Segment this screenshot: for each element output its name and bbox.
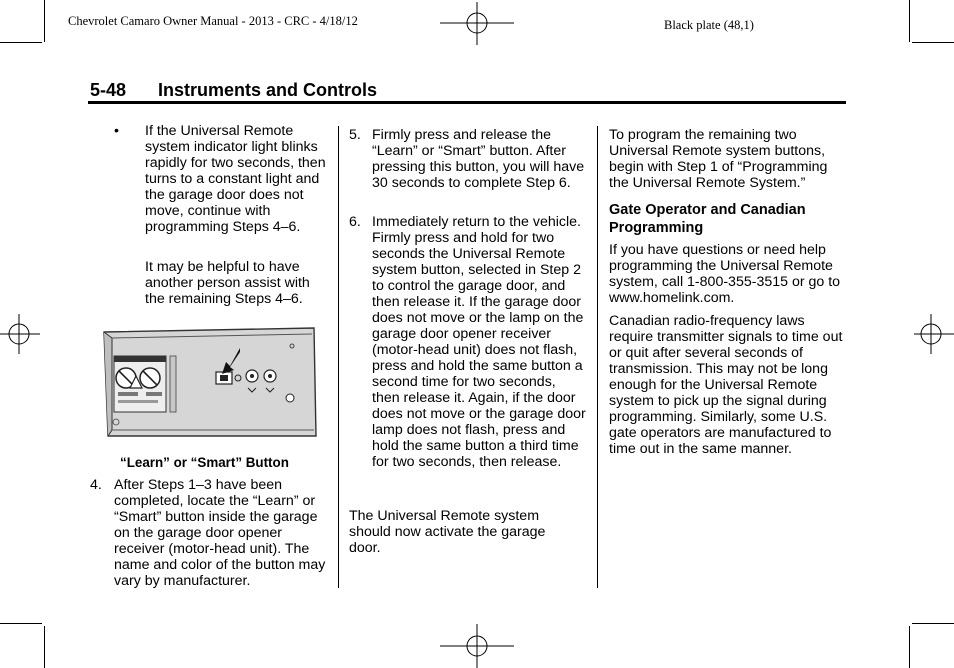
help-paragraph: If you have questions or need help programming the Universal Remote system, call 1-800-355-3515 or go to www.homelink.com. (609, 242, 841, 306)
document-header: Chevrolet Camaro Owner Manual - 2013 - CRC - 4/18/12 (68, 14, 358, 28)
garage-opener-illustration (100, 326, 320, 440)
closing-paragraph: The Universal Remote system should now activate the garage door. (349, 508, 546, 556)
registration-mark-bottom (440, 624, 514, 668)
column-divider (338, 126, 339, 588)
crop-mark (0, 42, 42, 43)
bullet-paragraph: If the Universal Remote system indicator light blinks rapidly for two seconds, then turns to a constant light and the garage door does not move, continue with programming Steps 4–6. (145, 123, 326, 235)
registration-mark-left (0, 312, 44, 356)
crop-mark (912, 42, 954, 43)
section-title: Instruments and Controls (158, 80, 378, 100)
subheading: Gate Operator and Canadian Programming (609, 202, 806, 236)
plate-label: Black plate (48,1) (664, 18, 754, 32)
intro-paragraph: To program the remaining two Universal Remote system buttons, begin with Step 1 of “Programming the Universal Remote System.” (609, 127, 828, 191)
step-4-text: After Steps 1–3 have been completed, locate the “Learn” or “Smart” button inside the garage on the garage door opener receiver (motor-head unit). The name and color of the button may vary by manufacturer. (114, 477, 326, 589)
canadian-paragraph: Canadian radio-frequency laws require transmitter signals to time out or quit after several seconds of transmission. This may not be long enough for the Universal Remote system to pick up the signal during programming. Similarly, some U.S. gate operators are manufactured to time out in the same manner. (609, 313, 843, 457)
crop-mark (0, 623, 42, 624)
helper-paragraph: It may be helpful to have another person assist with the remaining Steps 4–6. (145, 259, 310, 307)
crop-mark (912, 623, 954, 624)
bullet-marker: • (114, 123, 119, 139)
registration-mark-top (440, 0, 514, 46)
crop-mark (44, 0, 45, 42)
crop-mark (909, 626, 910, 668)
step-5-text: Firmly press and release the “Learn” or “Smart” button. After pressing this button, you will have 30 seconds to complete Step 6. (372, 127, 585, 191)
step-number: 6. (349, 214, 361, 230)
heading-rule (88, 101, 846, 104)
page-number: 5-48 (90, 80, 127, 100)
crop-mark (44, 626, 45, 668)
figure-caption: “Learn” or “Smart” Button (120, 455, 289, 470)
step-number: 5. (349, 127, 361, 143)
crop-mark (909, 0, 910, 42)
column-divider (597, 126, 598, 588)
step-number: 4. (90, 477, 102, 493)
registration-mark-right (910, 312, 954, 356)
step-6-text: Immediately return to the vehicle. Firmly press and hold for two seconds the Universal Remote system button, selected in Step 2 to control the garage door, and then release it. If the garage door does not move or the lamp on the garage door opener receiver (motor-head unit) does not flash, press and hold the same button a second time for two seconds, then release it. Again, if the door does not move or the garage door lamp does not flash, press and hold the same button a third time for two seconds, then release. (372, 214, 586, 470)
